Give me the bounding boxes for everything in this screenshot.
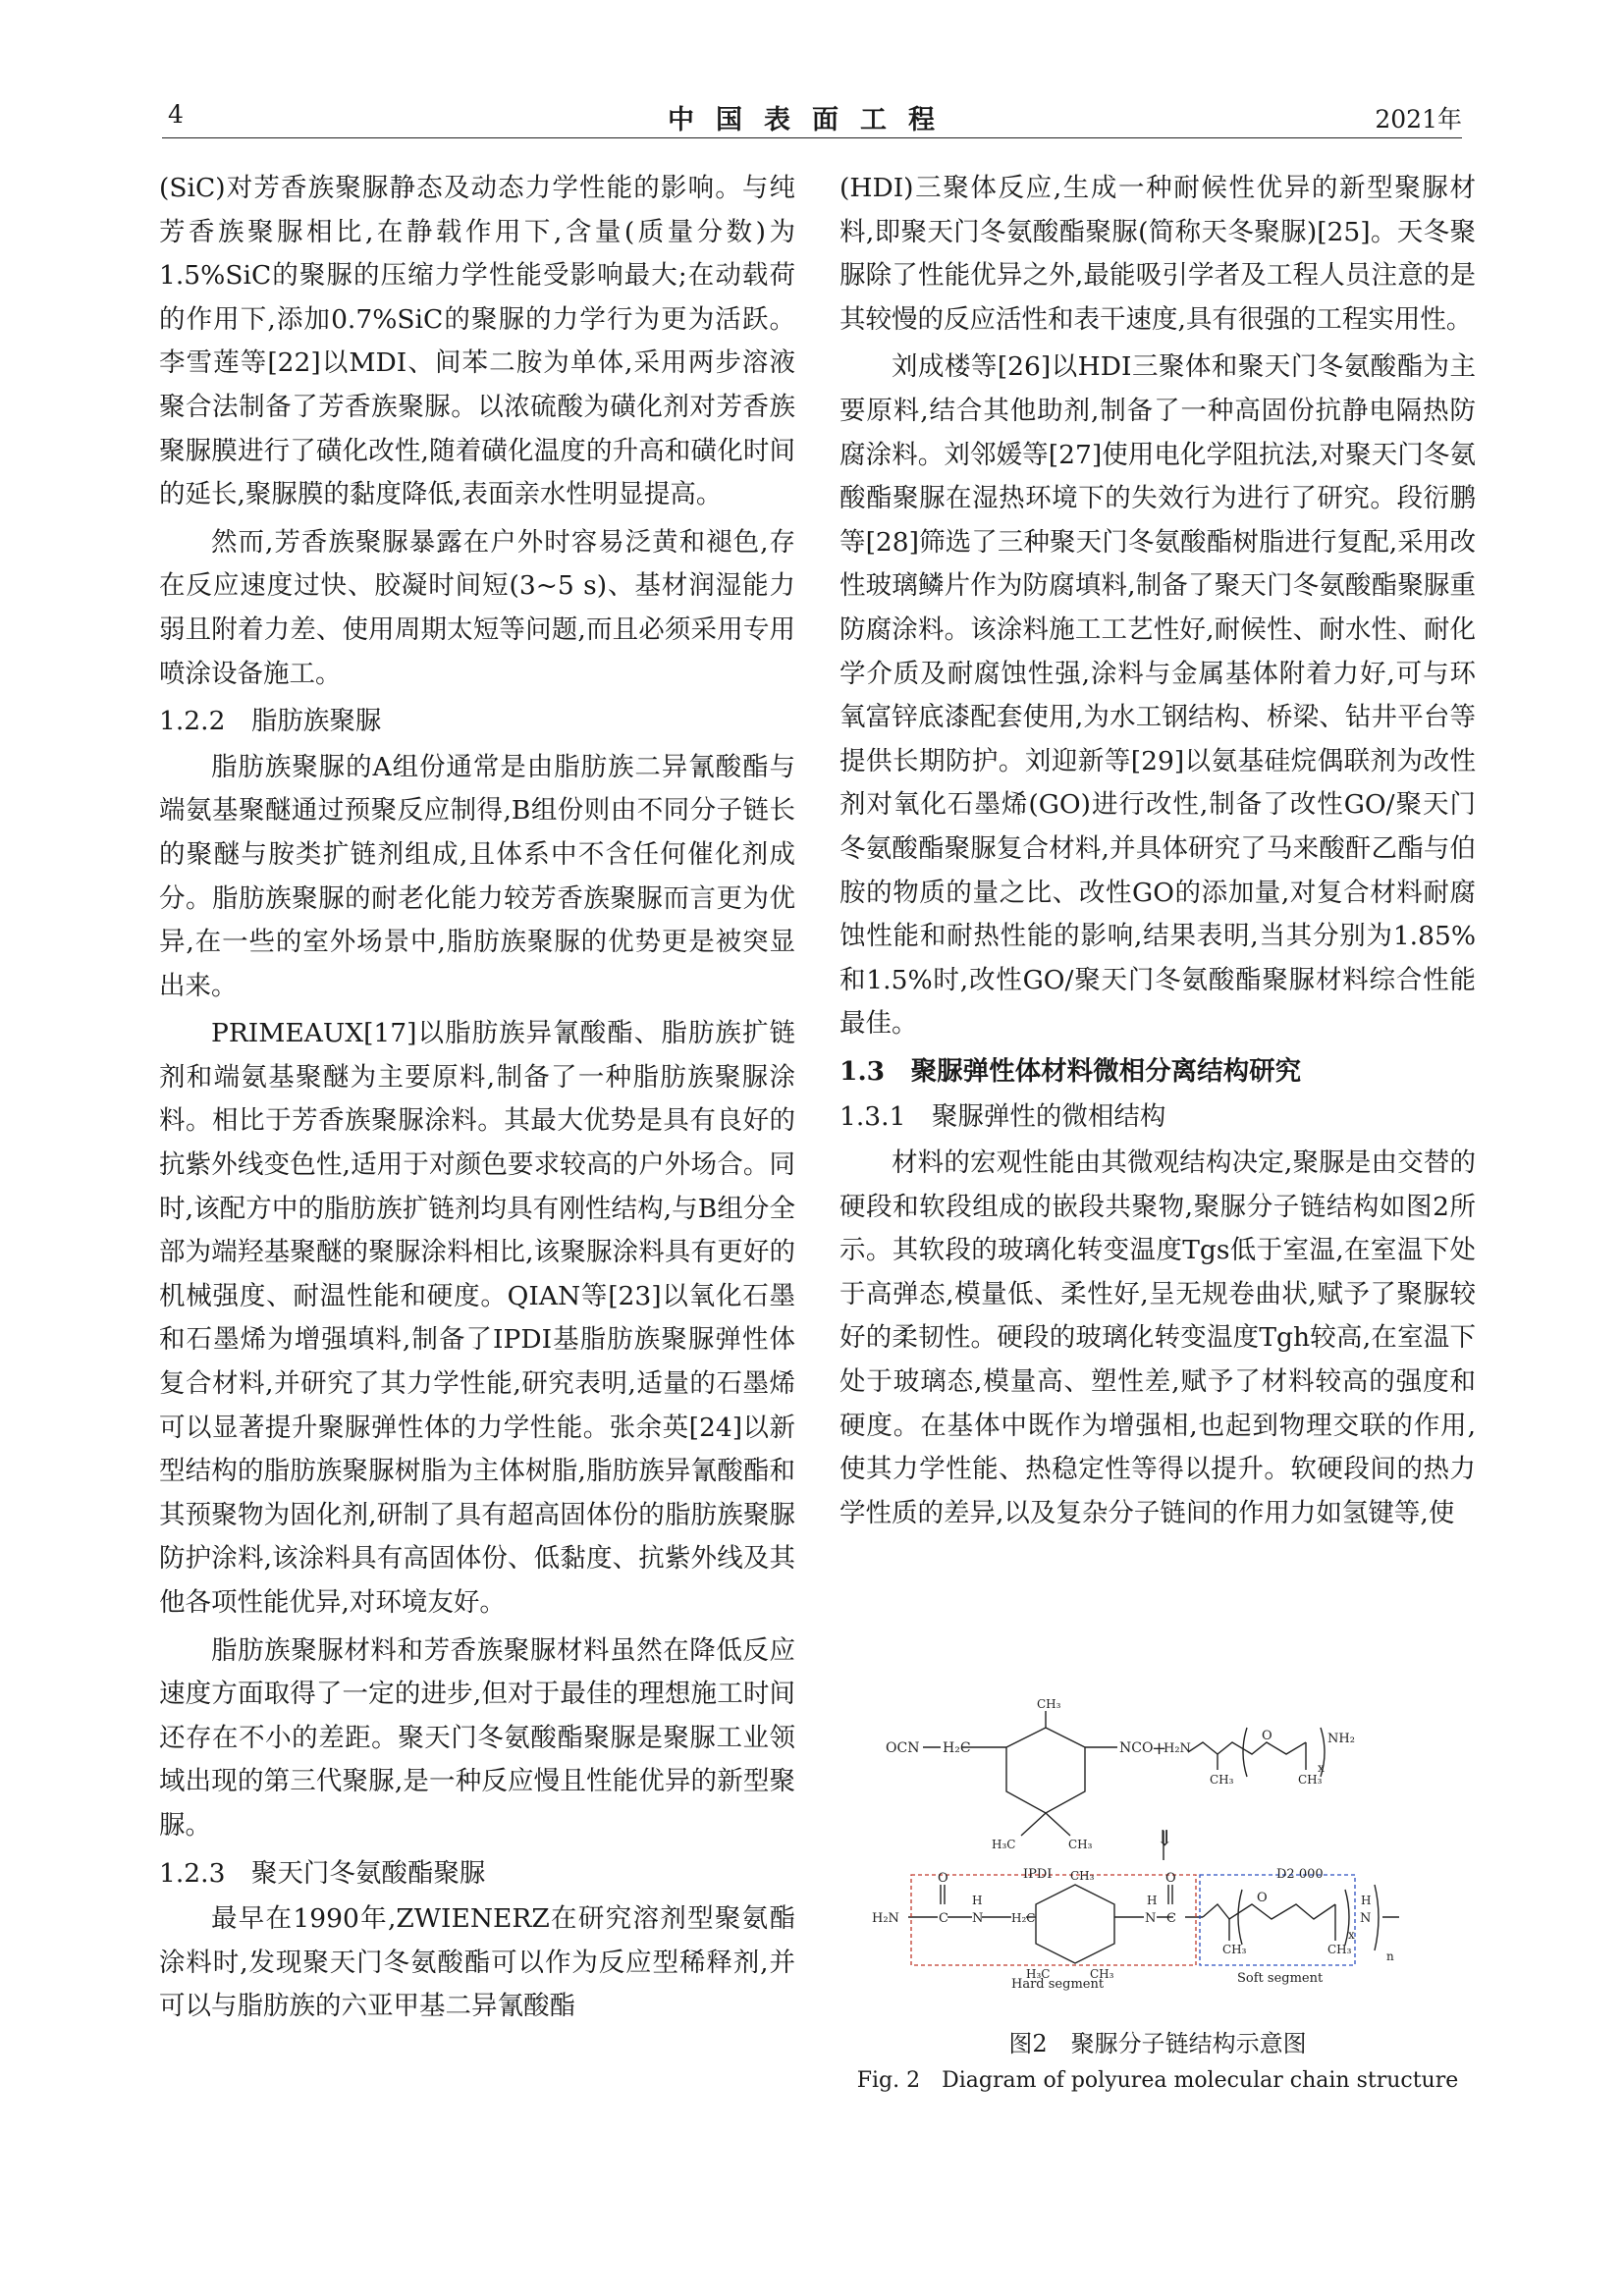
label-o: O — [1262, 1729, 1272, 1743]
figure-2-polyurea-structure — [864, 1693, 1453, 2017]
label-ch3-product-top: CH₃ — [1070, 1869, 1095, 1883]
label-nh2: NH₂ — [1327, 1732, 1355, 1746]
label-h-1: H — [972, 1894, 983, 1907]
label-h2n: H₂N — [1164, 1741, 1191, 1756]
plus-sign: + — [1152, 1738, 1167, 1759]
label-ch3-soft-a: CH₃ — [1222, 1943, 1247, 1956]
paragraph: 脂肪族聚脲的A组份通常是由脂肪族二异氰酸酯与端氨基聚醚通过预聚反应制得,B组份则由不同分子链长的聚醚与胺类扩链剂组成,且体系中不含任何催化剂成分。脂肪族聚脲的耐老化能力较芳香族聚脲而言更为优异,在一些的室外场景中,脂肪族聚脲的优势更是被突显出来。 — [159, 751, 795, 1001]
label-nco: NCO — [1119, 1740, 1154, 1756]
ipdi-label: IPDI — [1023, 1867, 1053, 1882]
paragraph: (SiC)对芳香族聚脲静态及动态力学性能的影响。与纯芳香族聚脲相比,在静载作用下,含量(质量分数)为1.5%SiC的聚脲的压缩力学性能受影响最大;在动载荷的作用下,添加0.7%SiC的聚脲的力学行为更为活跃。李雪莲等[22]以MDI、间苯二胺为单体,采用两步溶液聚合法制备了芳香族聚脲。以浓硫酸为磺化剂对芳香族聚脲膜进行了磺化改性,随着磺化温度的升高和磺化时间的延长,聚脲膜的黏度降低,表面亲水性明显提高。 — [159, 173, 795, 510]
label-n-2: N — [1145, 1911, 1157, 1926]
figure-caption-en: Fig. 2 Diagram of polyurea molecular chain structure — [856, 2068, 1459, 2093]
paragraph: 材料的宏观性能由其微观结构决定,聚脲是由交替的硬段和软段组成的嵌段共聚物,聚脲分子链结构如图2所示。其软段的玻璃化转变温度Tgs低于室温,在室温下处于高弹态,模量低、柔性好,呈无规卷曲状,赋予了聚脲较好的柔韧性。硬段的玻璃化转变温度Tgh较高,在室温下处于玻璃态,模量高、塑性差,赋予了材料较高的强度和硬度。在基体中既作为增强相,也起到物理交联的作用,使其力学性能、热稳定性等得以提升。软硬段间的热力学性质的差异,以及复杂分子链间的作用力如氢键等,使 — [839, 1148, 1476, 1528]
label-o-carbonyl-1: O — [938, 1871, 948, 1886]
label-ch3-product-bottom: CH₃ — [1090, 1967, 1114, 1981]
paragraph: PRIMEAUX[17]以脂肪族异氰酸酯、脂肪族扩链剂和端氨基聚醚为主要原料,制备了一种脂肪族聚脲涂料。相比于芳香族聚脲涂料。其最大优势是具有良好的抗紫外线变色性,适用于对颜色要求较高的户外场合。同时,该配方中的脂肪族扩链剂均具有刚性结构,与B组分全部为端羟基聚醚的聚脲涂料相比,该聚脲涂料具有更好的机械强度、耐温性能和硬度。QIAN等[23]以氧化石墨和石墨烯为增强填料,制备了IPDI基脂肪族聚脲弹性体复合材料,并研究了其力学性能,研究表明,适量的石墨烯可以显著提升聚脲弹性体的力学性能。张余英[24]以新型结构的脂肪族聚脲树脂为主体树脂,脂肪族异氰酸酯和其预聚物为固化剂,研制了具有超高固体份的脂肪族聚脲防护涂料,该涂料具有高固体份、低黏度、抗紫外线及其他各项性能优异,对环境友好。 — [159, 1018, 795, 1618]
label-n-1: N — [972, 1911, 984, 1926]
label-x: x — [1318, 1761, 1325, 1775]
label-o-product: O — [1257, 1891, 1268, 1905]
paragraph: 然而,芳香族聚脲暴露在户外时容易泛黄和褪色,存在反应速度过快、胶凝时间短(3~5 s)、基材润湿能力弱且附着力差、使用周期太短等问题,而且必须采用专用喷涂设备施工。 — [159, 526, 795, 689]
label-h3c: H₃C — [992, 1838, 1016, 1851]
page-number: 4 — [168, 100, 184, 129]
label-n-subscript: n — [1386, 1949, 1394, 1963]
label-ch3-top: CH₃ — [1037, 1697, 1061, 1711]
paragraph: 刘成楼等[26]以HDI三聚体和聚天门冬氨酸酯为主要原料,结合其他助剂,制备了一种高固份抗静电隔热防腐涂料。刘邻媛等[27]使用电化学阻抗法,对聚天门冬氨酸酯聚脲在湿热环境下的失效行为进行了研究。段衍鹏等[28]筛选了三种聚天门冬氨酸酯树脂进行复配,采用改性玻璃鳞片作为防腐填料,制备了聚天门冬氨酸酯聚脲重防腐涂料。该涂料施工工艺性好,耐候性、耐水性、耐化学介质及耐腐蚀性强,涂料与金属基体附着力好,可与环氧富锌底漆配套使用,为水工钢结构、桥梁、钻井平台等提供长期防护。刘迎新等[29]以氨基硅烷偶联剂为改性剂对氧化石墨烯(GO)进行改性,制备了改性GO/聚天门冬氨酸酯聚脲复合材料,并具体研究了马来酸酐乙酯与伯胺的物质的量之比、改性GO的添加量,对复合材料耐腐蚀性能和耐热性能的影响,结果表明,当其分别为1.85%和1.5%时,改性GO/聚天门冬氨酸酯聚脲材料综合性能最佳。 — [839, 351, 1476, 1040]
label-h3c-product: H₃C — [1026, 1967, 1051, 1981]
hard-segment-label: Hard segment — [1011, 1977, 1105, 1992]
label-h2c-product: H₂C — [1011, 1911, 1036, 1925]
soft-segment-label: Soft segment — [1237, 1971, 1324, 1986]
figure-caption-cn: 图2 聚脲分子链结构示意图 — [1008, 2030, 1307, 2057]
d2000-label: D2 000 — [1276, 1867, 1324, 1882]
page-header — [162, 98, 1462, 138]
label-h-2: H — [1147, 1894, 1158, 1907]
label-n-3: N — [1360, 1911, 1372, 1926]
label-c-2: C — [1166, 1911, 1176, 1926]
label-h-3: H — [1361, 1894, 1372, 1907]
section-heading-1-2-3: 1.2.3 聚天门冬氨酸酯聚脲 — [159, 1857, 486, 1889]
left-column — [159, 167, 795, 2033]
label-c-1: C — [939, 1911, 948, 1926]
section-heading-1-3: 1.3 聚脲弹性体材料微相分离结构研究 — [839, 1055, 1302, 1087]
paragraph: 脂肪族聚脲材料和芳香族聚脲材料虽然在降低反应速度方面取得了一定的进步,但对于最佳的理想施工时间还存在不小的差距。聚天门冬氨酸酯聚脲是聚脲工业领域出现的第三代聚脲,是一种反应慢且性能优异的新型聚脲。 — [159, 1634, 795, 1841]
journal-year: 2021年 — [1375, 105, 1462, 133]
label-ocn: OCN — [886, 1740, 920, 1756]
label-h2n-product: H₂N — [872, 1911, 899, 1926]
label-ch3-d2000-b: CH₃ — [1298, 1773, 1323, 1787]
label-h2c: H₂C — [943, 1740, 971, 1756]
paragraph: (HDI)三聚体反应,生成一种耐候性优异的新型聚脲材料,即聚天门冬氨酸酯聚脲(简称天冬聚脲)[25]。天冬聚脲除了性能优异之外,最能吸引学者及工程人员注意的是其较慢的反应活性和表干速度,具有很强的工程实用性。 — [839, 173, 1476, 335]
label-o-carbonyl-2: O — [1165, 1871, 1176, 1886]
right-column — [839, 167, 1476, 1539]
section-heading-1-2-2: 1.2.2 脂肪族聚脲 — [159, 706, 382, 737]
label-ch3-soft-b: CH₃ — [1327, 1943, 1352, 1956]
label-ch3-d2000-a: CH₃ — [1210, 1773, 1234, 1787]
paragraph: 最早在1990年,ZWIENERZ在研究溶剂型聚氨酯涂料时,发现聚天门冬氨酸酯可以作为反应型稀释剂,并可以与脂肪族的六亚甲基二异氰酸酯 — [159, 1903, 795, 2022]
label-x-product: x — [1348, 1928, 1355, 1942]
journal-name: 中国表面工程 — [668, 105, 956, 135]
reaction-arrow: ⇓ — [1156, 1827, 1174, 1851]
section-heading-1-3-1: 1.3.1 聚脲弹性的微相结构 — [839, 1101, 1166, 1133]
label-ch3-bottom: CH₃ — [1068, 1838, 1093, 1851]
